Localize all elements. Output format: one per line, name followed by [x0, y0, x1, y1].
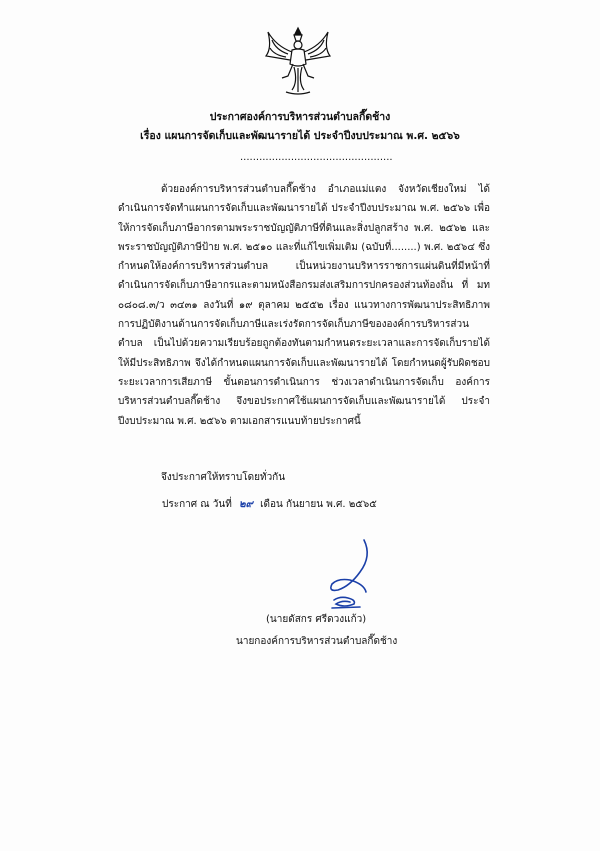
header-title: ประกาศองค์การบริหารส่วนตำบลกี๊ดช้าง: [209, 111, 391, 123]
announce-suffix: เดือน กันยายน พ.ศ. ๒๕๖๕: [260, 499, 377, 510]
garuda-emblem-icon: [262, 26, 334, 96]
header-divider: ................................................: [240, 152, 393, 163]
header-subject: เรื่อง แผนการจัดเก็บและพัฒนารายได้ ประจำปีงบประมาณ พ.ศ. ๒๕๖๖: [140, 130, 460, 142]
body-paragraph: [118, 180, 490, 431]
announce-date-line: [162, 497, 377, 512]
handwritten-signature: [320, 538, 380, 618]
signer-name: (นายดัสกร ศรีดวงแก้ว): [266, 614, 367, 625]
document-header: [80, 108, 520, 146]
announce-prefix: ประกาศ ณ วันที่: [162, 499, 232, 510]
announce-day: ๒๙: [238, 499, 253, 510]
body-paragraph-text: ด้วยองค์การบริหารส่วนตำบลกี๊ดช้าง อำเภอแม่แตง จังหวัดเชียงใหม่ ได้ดำเนินการจัดทำแผนการจัดเก็บและพัฒนารายได้ ประจำปีงบประมาณ พ.ศ. ๒๕๖๖ เพื่อให้การจัดเก็บภาษีอากรตามพระราชบัญญัติภาษีที่ดินและสิ่งปลูกสร้าง พ.ศ. ๒๕๖๒ และพระราชบัญญัติภาษีป้าย พ.ศ. ๒๕๑๐ และที่แก้ไขเพิ่มเติม (ฉบับที่........) พ.ศ. ๒๕๖๔ ซึ่งกำหนดให้องค์การบริหารส่วนตำบล เป็นหน่วยงานบริหารราชการแผ่นดินที่มีหน้าที่ดำเนินการจัดเก็บภาษีอากรและตามหนังสือกรมส่งเสริมการปกครองส่วนท้องถิ่น ที่ มท ๐๘๐๘.๓/ว ๓๔๓๑ ลงวันที่ ๑๙ ตุลาคม ๒๕๕๒ เรื่อง แนวทางการพัฒนาประสิทธิภาพการปฏิบัติงานด้านการจัดเก็บภาษีและเร่งรัดการจัดเก็บภาษีขององค์การบริหารส่วนตำบล เป็นไปด้วยความเรียบร้อยถูกต้องทันตามกำหนดระยะเวลาและการจัดเก็บรายได้ให้มีประสิทธิภาพ จึงได้กำหนดแผนการจัดเก็บและพัฒนารายได้ โดยกำหนดผู้รับผิดชอบ ระยะเวลาการเสียภาษี ขั้นตอนการดำเนินการ ช่วงเวลาดำเนินการจัดเก็บ องค์การบริหารส่วนตำบลกี๊ดช้าง จึงขอประกาศใช้แผนการจัดเก็บและพัฒนารายได้ ประจำปีงบประมาณ พ.ศ. ๒๕๖๖ ตามเอกสารแนบท้ายประกาศนี้: [118, 184, 490, 427]
notice-line: จึงประกาศให้ทราบโดยทั่วกัน: [161, 472, 286, 483]
signer-title: นายกองค์การบริหารส่วนตำบลกี๊ดช้าง: [236, 636, 398, 647]
